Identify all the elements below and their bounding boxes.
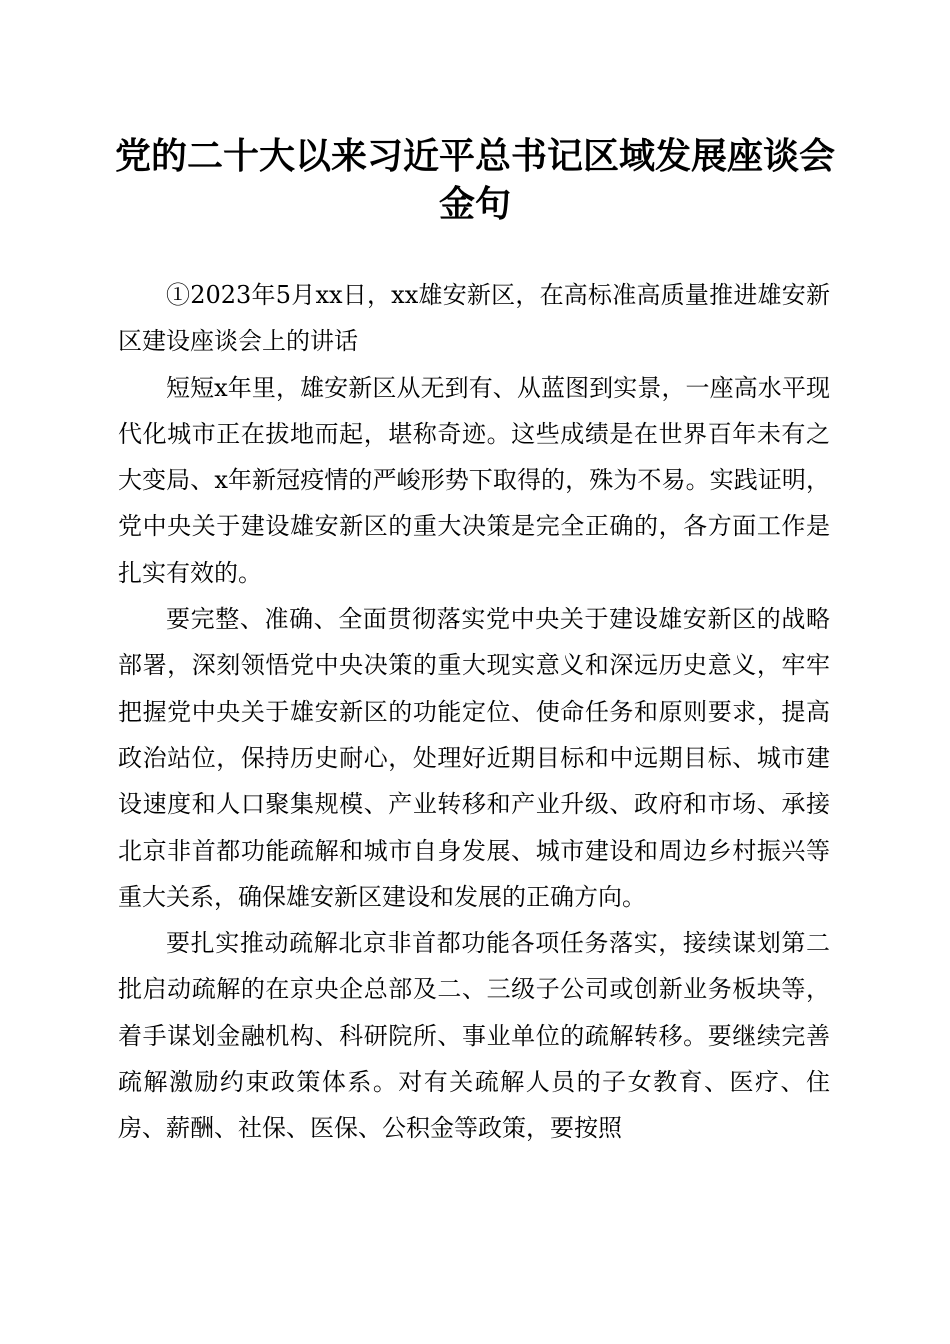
- paragraph-2: 短短x年里，雄安新区从无到有、从蓝图到实景，一座高水平现代化城市正在拔地而起，堪称奇迹。这些成绩是在世界百年未有之大变局、x年新冠疫情的严峻形势下取得的，殊为不易。实践证明，党中央关于建设雄安新区的重大决策是完全正确的，各方面工作是扎实有效的。: [118, 373, 830, 587]
- paragraph-1: ①2023年5月xx日，xx雄安新区，在高标准高质量推进雄安新区建设座谈会上的讲话: [118, 281, 830, 356]
- document-body: [118, 272, 830, 1152]
- document-title: [100, 132, 850, 228]
- paragraph-4: 要扎实推动疏解北京非首都功能各项任务落实，接续谋划第二批启动疏解的在京央企总部及二、三级子公司或创新业务板块等，着手谋划金融机构、科研院所、事业单位的疏解转移。要继续完善疏解激励约束政策体系。对有关疏解人员的子女教育、医疗、住房、薪酬、社保、医保、公积金等政策，要按照: [118, 929, 830, 1143]
- title-line-1: 党的二十大以来习近平总书记区域发展座谈会: [114, 135, 835, 177]
- title-line-2: 金句: [438, 183, 511, 225]
- paragraph-3: 要完整、准确、全面贯彻落实党中央关于建设雄安新区的战略部署，深刻领悟党中央决策的重大现实意义和深远历史意义，牢牢把握党中央关于雄安新区的功能定位、使命任务和原则要求，提高政治站位，保持历史耐心，处理好近期目标和中远期目标、城市建设速度和人口聚集规模、产业转移和产业升级、政府和市场、承接北京非首都功能疏解和城市自身发展、城市建设和周边乡村振兴等重大关系，确保雄安新区建设和发展的正确方向。: [118, 605, 830, 911]
